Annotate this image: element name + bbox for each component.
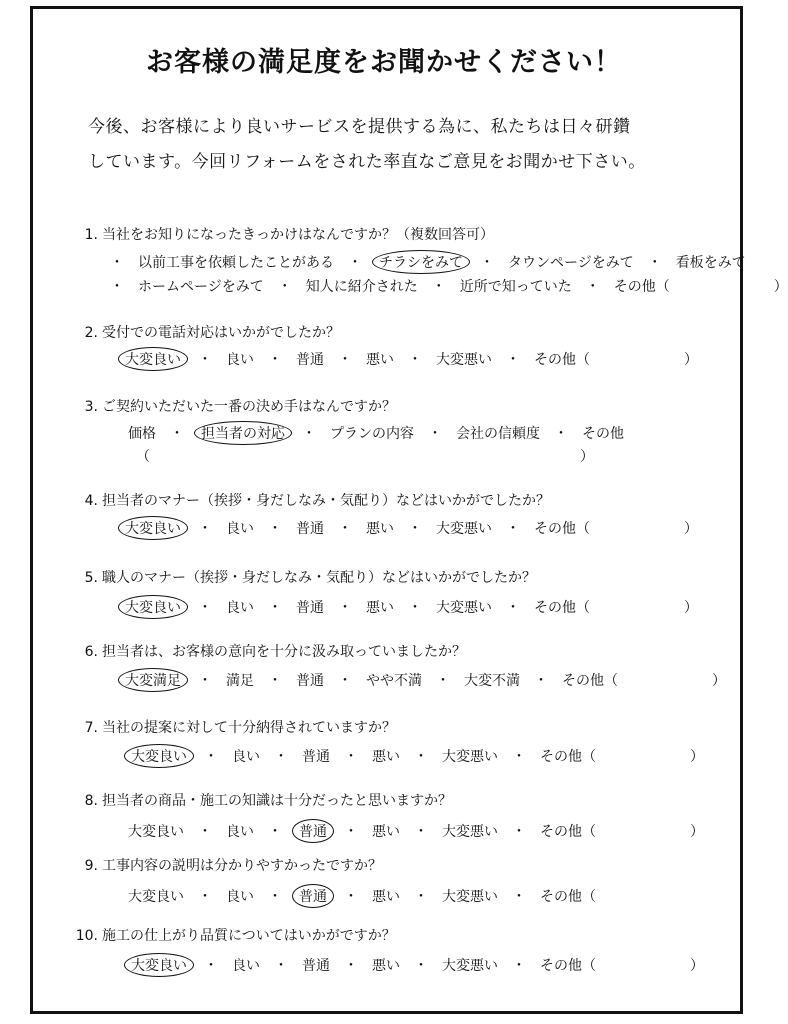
separator: ・ <box>170 426 184 442</box>
option[interactable]: 良い <box>226 352 254 368</box>
page-title: お客様の満足度をお聞かせください！ <box>146 47 622 78</box>
question-1-options-row-1 <box>100 250 750 274</box>
paren-close: ） <box>712 673 726 689</box>
separator: ・ <box>268 352 282 368</box>
option[interactable]: 悪い <box>372 824 400 840</box>
separator: ・ <box>344 749 358 765</box>
option-selected[interactable]: 普通 <box>292 819 334 843</box>
paren-close: ） <box>690 958 704 974</box>
question-text: 受付での電話対応はいかがでしたか？ <box>102 325 340 341</box>
separator: ・ <box>338 521 352 537</box>
option[interactable]: 良い <box>226 824 254 840</box>
option-other[interactable]: その他（ <box>562 673 618 689</box>
question-5 <box>72 567 536 587</box>
paren-close: ） <box>690 749 704 765</box>
question-7 <box>72 717 396 737</box>
separator: ・ <box>198 600 212 616</box>
option[interactable]: 普通 <box>296 673 324 689</box>
question-number: 1. <box>84 227 98 243</box>
option[interactable]: やや不満 <box>366 673 422 689</box>
option[interactable]: 普通 <box>296 352 324 368</box>
separator: ・ <box>268 600 282 616</box>
separator: ・ <box>512 824 526 840</box>
separator: ・ <box>110 255 124 271</box>
option-selected[interactable]: チラシをみて <box>372 250 470 274</box>
option[interactable]: 大変悪い <box>442 824 498 840</box>
option[interactable]: 知人に紹介された <box>305 279 418 295</box>
separator: ・ <box>338 673 352 689</box>
question-number: 8. <box>84 793 98 809</box>
separator: ・ <box>338 600 352 616</box>
option[interactable]: 悪い <box>366 600 394 616</box>
option-other[interactable]: その他（ <box>540 749 596 765</box>
separator: ・ <box>204 749 218 765</box>
separator: ・ <box>436 673 450 689</box>
question-2-options <box>118 347 698 371</box>
option[interactable]: 良い <box>232 749 260 765</box>
question-9 <box>72 855 382 875</box>
separator: ・ <box>431 279 446 295</box>
question-text: 担当者のマナー（挨拶・身だしなみ・気配り）などはいかがでしたか？ <box>102 493 550 509</box>
separator: ・ <box>414 749 428 765</box>
separator: ・ <box>198 824 212 840</box>
separator: ・ <box>198 673 212 689</box>
question-number: 2. <box>84 325 98 341</box>
question-1-options-row-2 <box>100 275 788 297</box>
separator: ・ <box>554 426 568 442</box>
option[interactable]: 良い <box>226 889 254 905</box>
option-selected[interactable]: 大変良い <box>124 953 194 977</box>
separator: ・ <box>344 958 358 974</box>
option[interactable]: 悪い <box>366 352 394 368</box>
option[interactable]: 普通 <box>302 958 330 974</box>
separator: ・ <box>338 352 352 368</box>
option-selected[interactable]: 担当者の対応 <box>194 421 292 445</box>
question-text: 担当者の商品・施工の知識は十分だったと思いますか？ <box>102 793 452 809</box>
separator: ・ <box>414 889 428 905</box>
option[interactable]: 悪い <box>372 749 400 765</box>
option[interactable]: 以前工事を依頼したことがある <box>138 255 334 271</box>
question-text: 担当者は、お客様の意向を十分に汲み取っていましたか？ <box>102 644 466 660</box>
intro-line-1: 今後、お客様により良いサービスを提供する為に、私たちは日々研鑽 <box>88 117 631 137</box>
separator: ・ <box>268 673 282 689</box>
question-text: 職人のマナー（挨拶・身だしなみ・気配り）などはいかがでしたか？ <box>102 570 536 586</box>
question-3-other-blank <box>136 446 594 466</box>
separator: ・ <box>277 279 292 295</box>
separator: ・ <box>512 749 526 765</box>
option[interactable]: 大変良い <box>128 824 184 840</box>
question-3-options <box>124 421 628 445</box>
paren-close: ） <box>684 352 698 368</box>
question-2 <box>72 322 340 342</box>
question-text: 工事内容の説明は分かりやすかったですか？ <box>102 858 382 874</box>
separator: ・ <box>408 352 422 368</box>
option[interactable]: 大変良い <box>128 889 184 905</box>
option-other[interactable]: その他 <box>582 426 624 442</box>
question-1 <box>72 224 494 244</box>
question-10-options <box>124 953 704 977</box>
question-number: 6. <box>84 644 98 660</box>
question-5-options <box>118 595 698 619</box>
question-number: 3. <box>84 399 98 415</box>
separator: ・ <box>344 889 358 905</box>
separator: ・ <box>585 279 600 295</box>
separator: ・ <box>348 255 362 271</box>
separator: ・ <box>302 426 316 442</box>
separator: ・ <box>204 958 218 974</box>
option[interactable]: 悪い <box>366 521 394 537</box>
separator: ・ <box>198 352 212 368</box>
intro-line-2: しています。今回リフォームをされた率直なご意見をお聞かせ下さい。 <box>88 152 646 172</box>
option[interactable]: 大変悪い <box>442 958 498 974</box>
separator: ・ <box>414 824 428 840</box>
option[interactable]: 大変悪い <box>436 600 492 616</box>
separator: ・ <box>512 958 526 974</box>
option-other[interactable]: その他（ <box>540 824 596 840</box>
option[interactable]: ホームページをみて <box>138 279 264 295</box>
option[interactable]: 価格 <box>128 426 156 442</box>
question-number: 4. <box>84 493 98 509</box>
option[interactable]: プランの内容 <box>330 426 414 442</box>
separator: ・ <box>198 521 212 537</box>
option[interactable]: 悪い <box>372 889 400 905</box>
question-8-options <box>124 819 704 843</box>
paren-open: （ <box>136 449 150 465</box>
question-number: 7. <box>84 720 98 736</box>
separator: ・ <box>268 889 282 905</box>
option[interactable]: 良い <box>232 958 260 974</box>
separator: ・ <box>428 426 442 442</box>
separator: ・ <box>198 889 212 905</box>
separator: ・ <box>506 352 520 368</box>
paren-close: ） <box>580 449 594 465</box>
separator: ・ <box>274 749 288 765</box>
paren-close: ） <box>773 279 788 295</box>
separator: ・ <box>274 958 288 974</box>
separator: ・ <box>506 521 520 537</box>
option[interactable]: 看板をみて <box>675 255 746 271</box>
question-8 <box>72 790 452 810</box>
separator: ・ <box>534 673 548 689</box>
option-other[interactable]: その他（ <box>613 279 670 295</box>
separator: ・ <box>512 889 526 905</box>
separator: ・ <box>408 521 422 537</box>
option[interactable]: 大変悪い <box>436 521 492 537</box>
option-selected[interactable]: 大変良い <box>118 347 188 371</box>
option-other[interactable]: その他（ <box>534 600 590 616</box>
option-selected[interactable]: 大変満足 <box>118 668 188 692</box>
option-selected[interactable]: 大変良い <box>118 516 188 540</box>
separator: ・ <box>110 279 124 295</box>
question-text: 当社の提案に対して十分納得されていますか？ <box>102 720 396 736</box>
question-number: 5. <box>84 570 98 586</box>
question-9-options <box>124 884 600 908</box>
paren-close: ） <box>684 600 698 616</box>
question-6-options <box>118 668 726 692</box>
question-text: 当社をお知りになったきっかけはなんですか？（複数回答可） <box>102 227 494 243</box>
separator: ・ <box>414 958 428 974</box>
separator: ・ <box>408 600 422 616</box>
question-7-options <box>124 744 704 768</box>
separator: ・ <box>480 255 494 271</box>
option[interactable]: 良い <box>226 521 254 537</box>
question-4-options <box>118 516 698 540</box>
option[interactable]: 大変悪い <box>436 352 492 368</box>
option-other[interactable]: その他（ <box>534 521 590 537</box>
paren-close: ） <box>684 521 698 537</box>
separator: ・ <box>506 600 520 616</box>
question-4 <box>72 490 550 510</box>
option[interactable]: 会社の信頼度 <box>456 426 540 442</box>
paren-close: ） <box>690 824 704 840</box>
option-selected[interactable]: 大変良い <box>118 595 188 619</box>
option[interactable]: タウンページをみて <box>508 255 634 271</box>
option[interactable]: 良い <box>226 600 254 616</box>
option[interactable]: 普通 <box>296 600 324 616</box>
separator: ・ <box>344 824 358 840</box>
separator: ・ <box>647 255 662 271</box>
option-other[interactable]: その他（ <box>540 889 596 905</box>
option-selected[interactable]: 大変良い <box>124 744 194 768</box>
option[interactable]: 大変不満 <box>464 673 520 689</box>
option[interactable]: 近所で知っていた <box>459 279 572 295</box>
question-10 <box>66 925 396 945</box>
option[interactable]: 大変悪い <box>442 749 498 765</box>
option-other[interactable]: その他（ <box>534 352 590 368</box>
option[interactable]: 満足 <box>226 673 254 689</box>
question-3 <box>72 396 396 416</box>
option-selected[interactable]: 普通 <box>292 884 334 908</box>
question-6 <box>72 641 466 661</box>
question-text: 施工の仕上がり品質についてはいかがですか？ <box>102 928 396 944</box>
separator: ・ <box>268 824 282 840</box>
option[interactable]: 普通 <box>296 521 324 537</box>
question-number: 9. <box>84 858 98 874</box>
option[interactable]: 悪い <box>372 958 400 974</box>
option[interactable]: 普通 <box>302 749 330 765</box>
separator: ・ <box>268 521 282 537</box>
option[interactable]: 大変悪い <box>442 889 498 905</box>
question-number: 10. <box>75 928 98 944</box>
question-text: ご契約いただいた一番の決め手はなんですか？ <box>102 399 396 415</box>
option-other[interactable]: その他（ <box>540 958 596 974</box>
